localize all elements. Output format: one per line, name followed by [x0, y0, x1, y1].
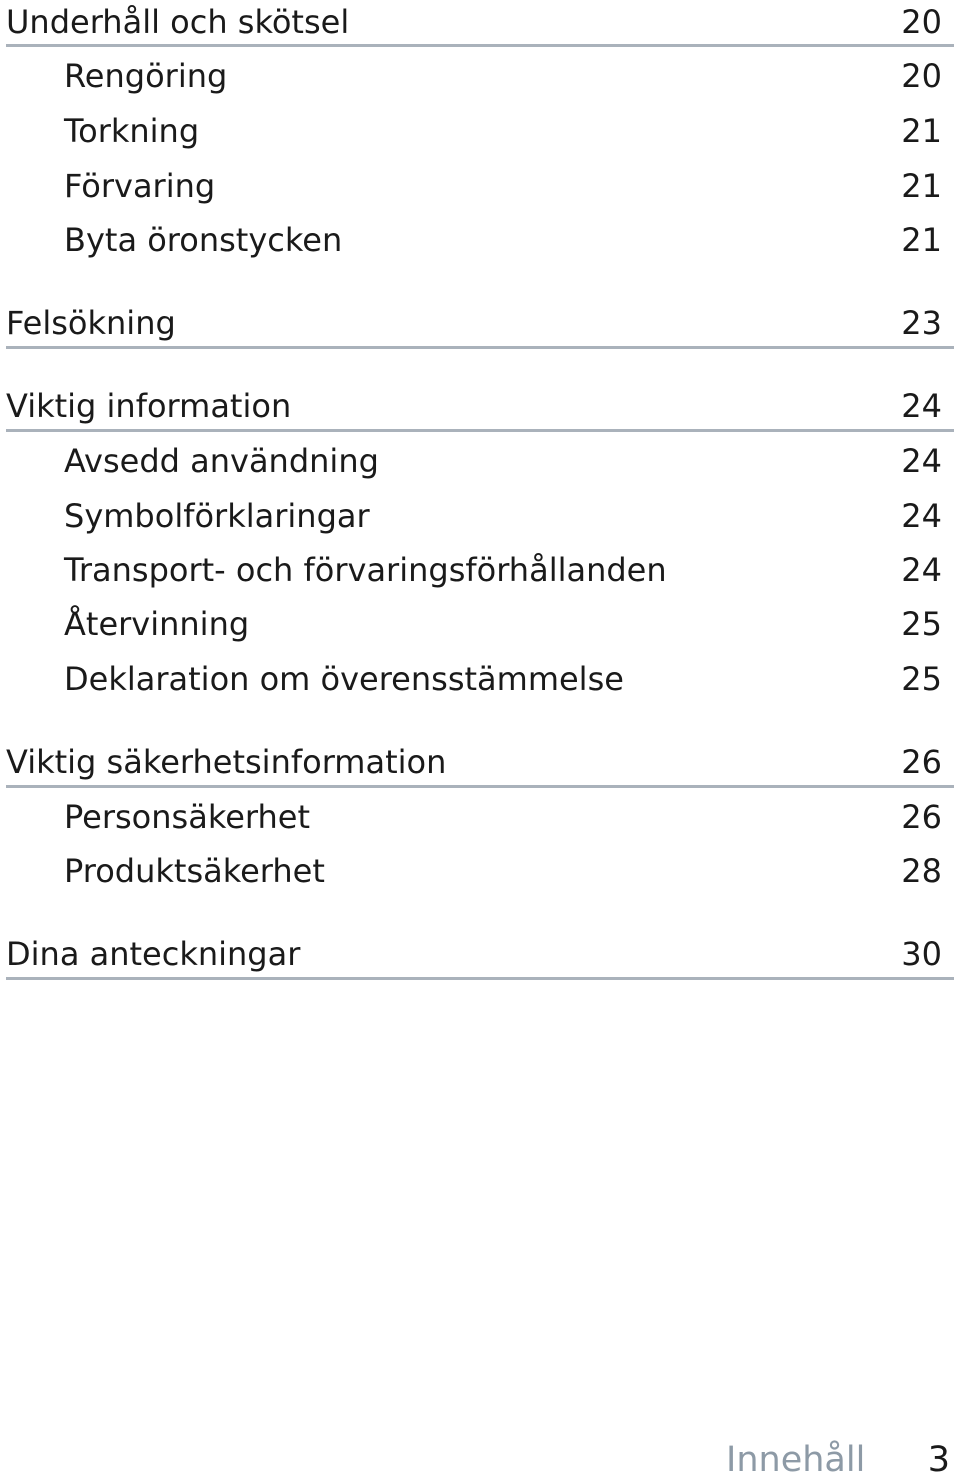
toc-page-number: 25: [901, 660, 942, 698]
toc-section-heading[interactable]: [6, 301, 942, 345]
toc-entry-title: Transport- och förvaringsförhållanden: [64, 551, 667, 589]
toc-page-number: 20: [901, 3, 942, 41]
toc-page-number: 23: [901, 304, 942, 342]
toc-section-heading[interactable]: [6, 932, 942, 976]
toc-entry[interactable]: [64, 109, 942, 153]
toc-page-number: 25: [901, 605, 942, 643]
section-divider: [6, 977, 954, 980]
toc-entry-title: Avsedd användning: [64, 442, 379, 480]
toc-page-number: 24: [901, 387, 942, 425]
toc-page-number: 28: [901, 852, 942, 890]
toc-section-title: Underhåll och skötsel: [6, 3, 350, 41]
toc-entry[interactable]: [64, 439, 942, 483]
toc-entry-title: Rengöring: [64, 57, 228, 95]
footer-page-number: 3: [927, 1440, 950, 1480]
toc-page-number: 26: [901, 743, 942, 781]
toc-entry[interactable]: [64, 602, 942, 646]
toc-entry-title: Återvinning: [64, 605, 250, 643]
toc-page-number: 24: [901, 442, 942, 480]
toc-page-number: 26: [901, 798, 942, 836]
section-divider: [6, 429, 954, 432]
toc-page-number: 21: [901, 221, 942, 259]
toc-entry[interactable]: [64, 54, 942, 98]
section-divider: [6, 785, 954, 788]
toc-entry-title: Symbolförklaringar: [64, 497, 370, 535]
toc-section-title: Felsökning: [6, 304, 176, 342]
toc-entry-title: Förvaring: [64, 167, 216, 205]
toc-page-number: 24: [901, 497, 942, 535]
toc-page-number: 21: [901, 112, 942, 150]
toc-entry[interactable]: [64, 657, 942, 701]
toc-section-title: Dina anteckningar: [6, 935, 301, 973]
toc-entry[interactable]: [64, 795, 942, 839]
section-divider: [6, 44, 954, 47]
toc-section-heading[interactable]: [6, 0, 942, 44]
toc-entry-title: Torkning: [64, 112, 200, 150]
toc-entry-title: Deklaration om överensstämmelse: [64, 660, 624, 698]
toc-section-title: Viktig säkerhetsinformation: [6, 743, 447, 781]
toc-entry[interactable]: [64, 218, 942, 262]
toc-page-number: 30: [901, 935, 942, 973]
footer-section-label: Innehåll: [726, 1440, 866, 1480]
toc-entry-title: Personsäkerhet: [64, 798, 310, 836]
toc-entry[interactable]: [64, 494, 942, 538]
toc-section-heading[interactable]: [6, 384, 942, 428]
toc-entry[interactable]: [64, 164, 942, 208]
toc-page-number: 24: [901, 551, 942, 589]
section-divider: [6, 346, 954, 349]
toc-section-heading[interactable]: [6, 740, 942, 784]
toc-page-number: 20: [901, 57, 942, 95]
toc-entry-title: Byta öronstycken: [64, 221, 343, 259]
toc-page-number: 21: [901, 167, 942, 205]
toc-entry[interactable]: [64, 548, 942, 592]
toc-entry[interactable]: [64, 849, 942, 893]
toc-section-title: Viktig information: [6, 387, 292, 425]
toc-entry-title: Produktsäkerhet: [64, 852, 325, 890]
